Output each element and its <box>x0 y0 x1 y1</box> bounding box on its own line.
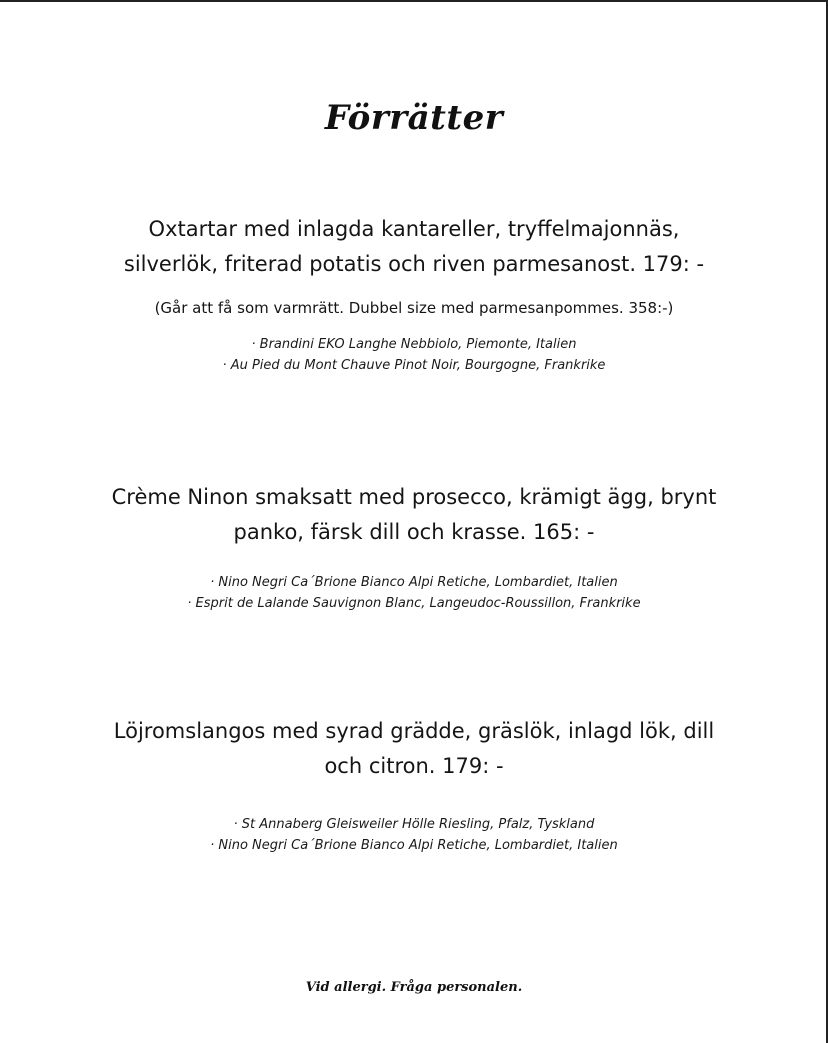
wine-name: Nino Negri Ca´Brione Bianco Alpi Retiche, Lombardiet, Italien <box>218 575 618 590</box>
wine-name: Brandini EKO Langhe Nebbiolo, Piemonte, Italien <box>259 337 577 352</box>
bullet-icon: · <box>187 596 192 611</box>
dish-description-line: Löjromslangos med syrad grädde, gräslök, inlagd lök, dill <box>113 719 715 743</box>
page-title: Förrätter <box>324 98 504 138</box>
dish-note: (Går att få som varmrätt. Dubbel size med parmesanpommes. 358:-) <box>154 299 674 317</box>
dish-item <box>60 212 768 376</box>
wine-list <box>60 334 768 376</box>
dish-item <box>60 714 768 856</box>
wine-item <box>60 334 768 355</box>
wine-name: Esprit de Lalande Sauvignon Blanc, Langeudoc-Roussillon, Frankrike <box>195 596 641 611</box>
bullet-icon: · <box>222 358 227 373</box>
bullet-icon: · <box>251 337 256 352</box>
wine-name: St Annaberg Gleisweiler Hölle Riesling, Pfalz, Tyskland <box>241 817 595 832</box>
wine-name: Au Pied du Mont Chauve Pinot Noir, Bourgogne, Frankrike <box>230 358 606 373</box>
wine-item <box>60 572 768 593</box>
bullet-icon: · <box>210 575 215 590</box>
dish-description-line: Crème Ninon smaksatt med prosecco, krämigt ägg, brynt <box>111 485 717 509</box>
wine-item <box>60 835 768 856</box>
wine-item <box>60 814 768 835</box>
wine-item <box>60 593 768 614</box>
allergy-note: Vid allergi. Fråga personalen. <box>305 980 523 995</box>
dish-description <box>60 714 768 784</box>
bullet-icon: · <box>233 817 238 832</box>
dish-item <box>60 480 768 614</box>
dish-description-line: Oxtartar med inlagda kantareller, tryffelmajonnäs, <box>148 217 680 241</box>
dish-description-line: panko, färsk dill och krasse. 165: - <box>233 520 595 544</box>
dish-description-line: silverlök, friterad potatis och riven parmesanost. 179: - <box>123 252 705 276</box>
wine-list <box>60 572 768 614</box>
dish-description <box>60 480 768 550</box>
wine-list <box>60 814 768 856</box>
wine-item <box>60 355 768 376</box>
bullet-icon: · <box>210 838 215 853</box>
dish-description <box>60 212 768 282</box>
dish-description-line: och citron. 179: - <box>324 754 504 778</box>
wine-name: Nino Negri Ca´Brione Bianco Alpi Retiche, Lombardiet, Italien <box>218 838 618 853</box>
